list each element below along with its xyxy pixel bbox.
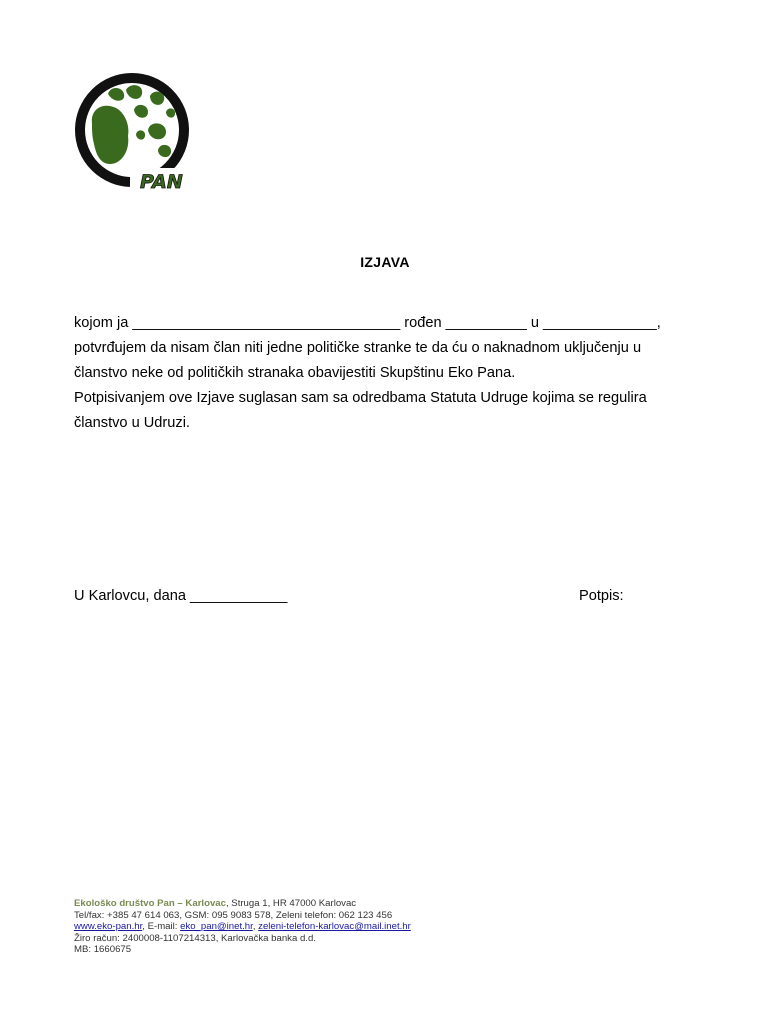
footer-line-1: [74, 898, 411, 910]
website-link[interactable]: www.eko-pan.hr: [74, 921, 143, 933]
organization-name: Ekološko društvo Pan – Karlovac: [74, 898, 226, 909]
logo-text: PAN: [140, 171, 183, 193]
email-link-1[interactable]: eko_pan@inet.hr: [180, 921, 253, 933]
statement-line-4: Potpisivanjem ove Izjave suglasan sam sa odredbama Statuta Udruge kojima se regulira: [74, 390, 647, 406]
statement-line-3: članstvo neke od političkih stranaka obavijestiti Skupštinu Eko Pana.: [74, 365, 516, 381]
place-date-line: U Karlovcu, dana ____________: [74, 588, 288, 604]
email-separator: ,: [252, 921, 259, 933]
signature-label: Potpis:: [579, 588, 624, 604]
pan-logo: [70, 72, 202, 196]
email-link-2[interactable]: zeleni-telefon-karlovac@mail.inet.hr: [258, 921, 411, 933]
document-title: IZJAVA: [360, 254, 410, 270]
footer: [74, 898, 411, 956]
footer-mb: MB: 1660675: [74, 944, 132, 956]
statement-line-5: članstvo u Udruzi.: [74, 415, 190, 431]
statement-line-1: kojom ja _________________________________ rođen __________ u ______________,: [74, 315, 661, 331]
footer-bank: Žiro račun: 2400008-1107214313, Karlovačka banka d.d.: [74, 932, 316, 944]
email-label: , E-mail:: [142, 921, 181, 933]
statement-body: [74, 311, 704, 436]
organization-address: , Struga 1, HR 47000 Karlovac: [225, 898, 357, 909]
pan-logo-icon: [70, 72, 202, 196]
footer-line-3: [74, 921, 411, 933]
footer-phones: Tel/fax: +385 47 614 063, GSM: 095 9083 578, Zeleni telefon: 062 123 456: [74, 909, 393, 921]
statement-line-2: potvrđujem da nisam član niti jedne političke stranke te da ću o naknadnom uključenju u: [74, 340, 642, 356]
